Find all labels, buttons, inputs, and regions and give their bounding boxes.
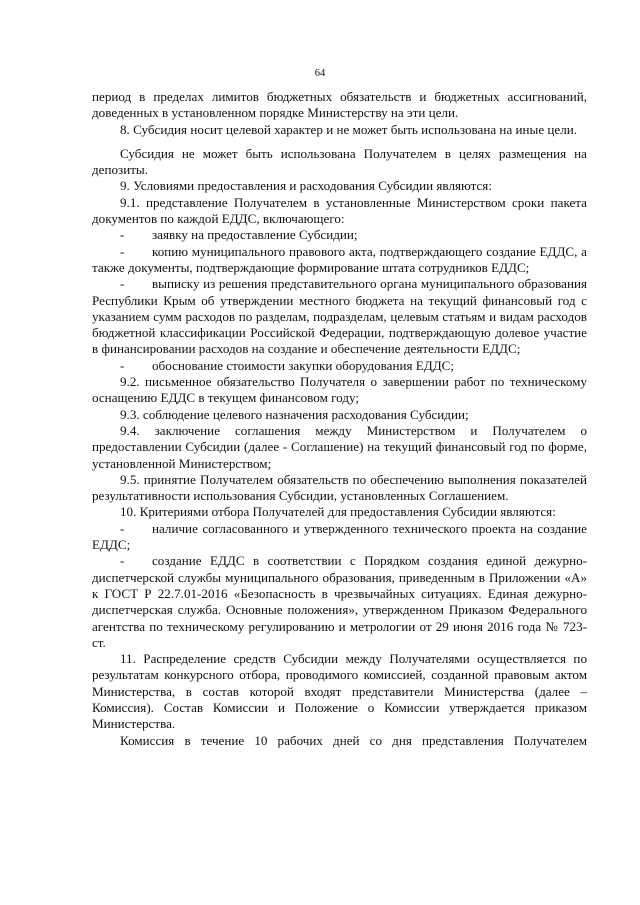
paragraph-11: 11. Распределение средств Субсидии между Получателями осуществляется по результатам конкурсного отбора, проводимого комиссией, созданной правовым актом Министерства, в состав которой входят представители Министерства (далее – Комиссия). Состав Комиссии и Положение о Комиссии утверждается приказом Министерства. [92,651,587,732]
paragraph-9-4: 9.4. заключение соглашения между Министерством и Получателем о предоставлении Субсидии (далее - Соглашение) на текущий финансовый год по форме, установленной Министерством; [92,422,587,471]
list-item [92,227,587,243]
list-item-text: создание ЕДДС в соответствии с Порядком создания единой дежурно-диспетчерской службы муниципального образования, приведенным в Приложении «А» к ГОСТ Р 22.7.01-2016 «Безопасность в чрезвычайных ситуациях. Единая дежурно-диспетчерская служба. Основные положения», утвержденном Приказом Федерального агентства по техническому регулированию и метрологии от 29 июня 2016 года № 723-ст. [92,553,587,650]
dash-marker: - [120,357,125,373]
paragraph-8: 8. Субсидия носит целевой характер и не может быть использована на иные цели. [120,121,578,137]
paragraph-deposit-restriction: Субсидия не может быть использована Получателем в целях размещения на депозиты. [92,145,587,178]
list-item-text: обоснование стоимости закупки оборудования ЕДДС; [152,357,455,373]
paragraph-9-3: 9.3. соблюдение целевого назначения расходования Субсидии; [120,406,469,422]
dash-marker: - [120,227,125,243]
document-body [92,89,587,749]
paragraph-9-5: 9.5. принятие Получателем обязательств по обеспечению выполнения показателей результативности использования Субсидии, установленных Соглашением. [92,471,587,504]
paragraph-continuation: период в пределах лимитов бюджетных обязательств и бюджетных ассигнований, доведенных в установленном порядке Министерству на эти цели. [92,89,587,121]
list-item-text: заявку на предоставление Субсидии; [152,227,358,243]
list-item [92,358,587,374]
paragraph-9-2: 9.2. письменное обязательство Получателя о завершении работ по техническому оснащению ЕДДС в текущем финансовом году; [92,374,587,406]
paragraph-9-1: 9.1. представление Получателем в установленные Министерством сроки пакета документов по каждой ЕДДС, включающего: [92,194,587,227]
list-item [92,244,587,277]
paragraph-9: 9. Условиями предоставления и расходования Субсидии являются: [120,178,492,194]
list-item-text: наличие согласованного и утвержденного технического проекта на создание ЕДДС; [92,520,587,553]
list-item [92,553,587,651]
paragraph-commission: Комиссия в течение 10 рабочих дней со дня представления Получателем [120,732,587,748]
dash-marker: - [120,243,125,259]
list-item [92,521,587,554]
dash-marker: - [120,276,125,292]
dash-marker: - [120,520,125,536]
list-item-text: копию муниципального правового акта, подтверждающего создание ЕДДС, а также документы, подтверждающие формирование штата сотрудников ЕДДС; [92,243,587,275]
list-item-text: выписку из решения представительного органа муниципального образования Республики Крым об утверждении местного бюджета на текущий финансовый год с указанием сумм расходов по разделам, подразделам, целевым статьям и видам расходов бюджетной классификации Российской Федерации, подтверждающую долевое участие в финансировании расходов на создание и обеспечение деятельности ЕДДС; [92,276,587,357]
list-item [92,276,587,357]
paragraph-10: 10. Критериями отбора Получателей для предоставления Субсидии являются: [120,504,556,520]
dash-marker: - [120,553,125,569]
page-number: 64 [314,68,326,79]
